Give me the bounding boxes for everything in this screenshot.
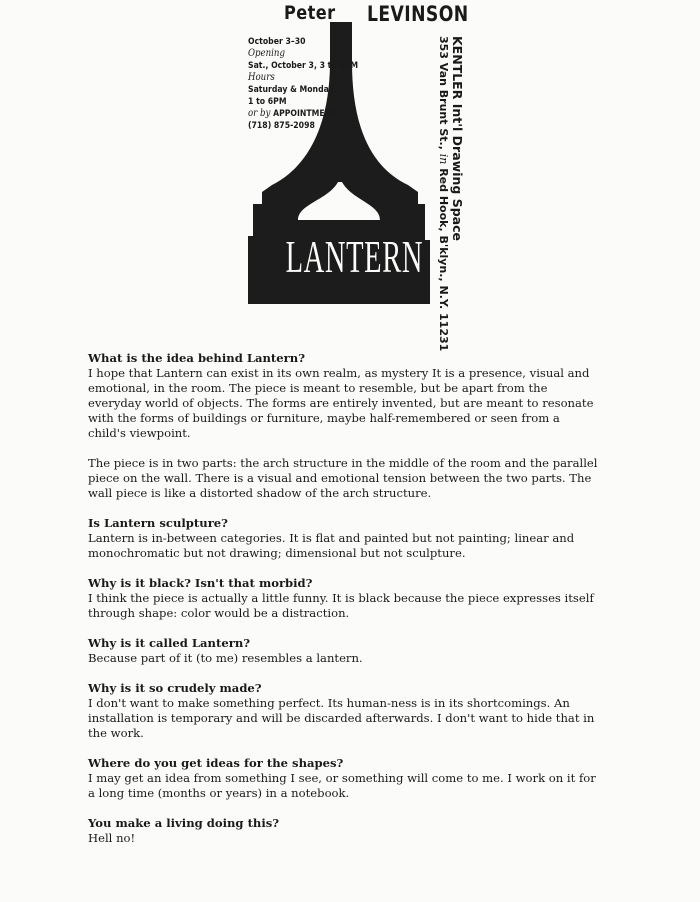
venue-address (436, 36, 450, 351)
opening-date: Sat., October 3, 3 to 6PM (248, 61, 359, 71)
qa-item (88, 351, 598, 441)
answer: Because part of it (to me) resembles a lantern. (88, 651, 363, 665)
flyer-title: LANTERN (285, 231, 424, 282)
opening-label: Opening (248, 48, 285, 59)
hours-time: 1 to 6PM (248, 97, 287, 107)
answer: I think the piece is actually a little funny. It is black because the piece expresses itself through shape: color would be a distraction. (88, 591, 594, 620)
appointment-text: APPOINTMENT: (273, 109, 340, 119)
qa-item (88, 456, 598, 501)
question: Why is it called Lantern? (88, 636, 251, 650)
question: Is Lantern sculpture? (88, 516, 228, 530)
hours-label: Hours (248, 72, 275, 83)
exhibition-dates: October 3–30 (248, 37, 306, 47)
artist-first-name: Peter (284, 2, 336, 24)
artist-last-name: LEVINSON (367, 2, 469, 26)
directions-box (380, 33, 442, 112)
hours-days: Saturday & Monday (248, 85, 334, 95)
directions-text: SUBWAY: F or A train to Jay St., Boro Hall Brooklyn. Outside take B-61 Bus to RED HOOK, stops in front of gallery between Wolcott & Dikeman Streets. CAR: BQE to Atlantic Ave exit, left on Columbia St., right on Degraw, left onto Van Brunt. Go 12 blocks, on the left after the school. (380, 39, 442, 111)
question: Why is it so crudely made? (88, 681, 262, 695)
qa-item (88, 681, 598, 741)
or-by-text: or by (248, 108, 271, 119)
qa-item (88, 576, 598, 621)
phone-number: (718) 875-2098 (248, 121, 315, 131)
question: You make a living doing this? (88, 816, 280, 830)
answer: Lantern is in-between categories. It is flat and painted but not painting; linear and monochromatic but not drawing; dimensional but not sculpture. (88, 531, 575, 560)
qa-item (88, 636, 598, 666)
qa-item (88, 756, 598, 801)
answer: I don't want to make something perfect. Its human-ness is in its shortcomings. An installation is temporary and will be discarded afterwards. I don't want to hide that in the work. (88, 696, 595, 740)
directions-title: DIRECTIONS (380, 33, 412, 38)
qa-item (88, 816, 598, 846)
venue-name: KENTLER Int'l Drawing Space (450, 36, 465, 241)
address-in: in (437, 153, 450, 165)
exhibition-flyer (240, 0, 480, 352)
answer: Hell no! (88, 831, 136, 845)
question: What is the idea behind Lantern? (88, 351, 305, 365)
answer: I may get an idea from something I see, or something will come to me. I work on it for a long time (months or years) in a notebook. (88, 771, 596, 800)
answer: The piece is in two parts: the arch structure in the middle of the room and the parallel piece on the wall. There is a visual and emotional tension between the two parts. The wall piece is like a distorted shadow of the arch structure. (88, 456, 598, 500)
appointment-line (248, 108, 358, 120)
qa-item (88, 516, 598, 561)
question: Where do you get ideas for the shapes? (88, 756, 344, 770)
address-street: 353 Van Brunt St., (437, 36, 450, 150)
question: Why is it black? Isn't that morbid? (88, 576, 313, 590)
qa-section (88, 351, 598, 861)
address-city: Red Hook, B'klyn., N.Y. 11231 (437, 168, 450, 352)
exhibition-info (248, 36, 376, 132)
answer: I hope that Lantern can exist in its own realm, as mystery It is a presence, visual and emotional, in the room. The piece is meant to resemble, but be apart from the everyday world of objects. The forms are entirely invented, but are meant to resonate with the forms of buildings or furniture, maybe half-remembered or seen from a child's viewpoint. (88, 366, 594, 440)
venue-vertical-text (436, 36, 464, 351)
